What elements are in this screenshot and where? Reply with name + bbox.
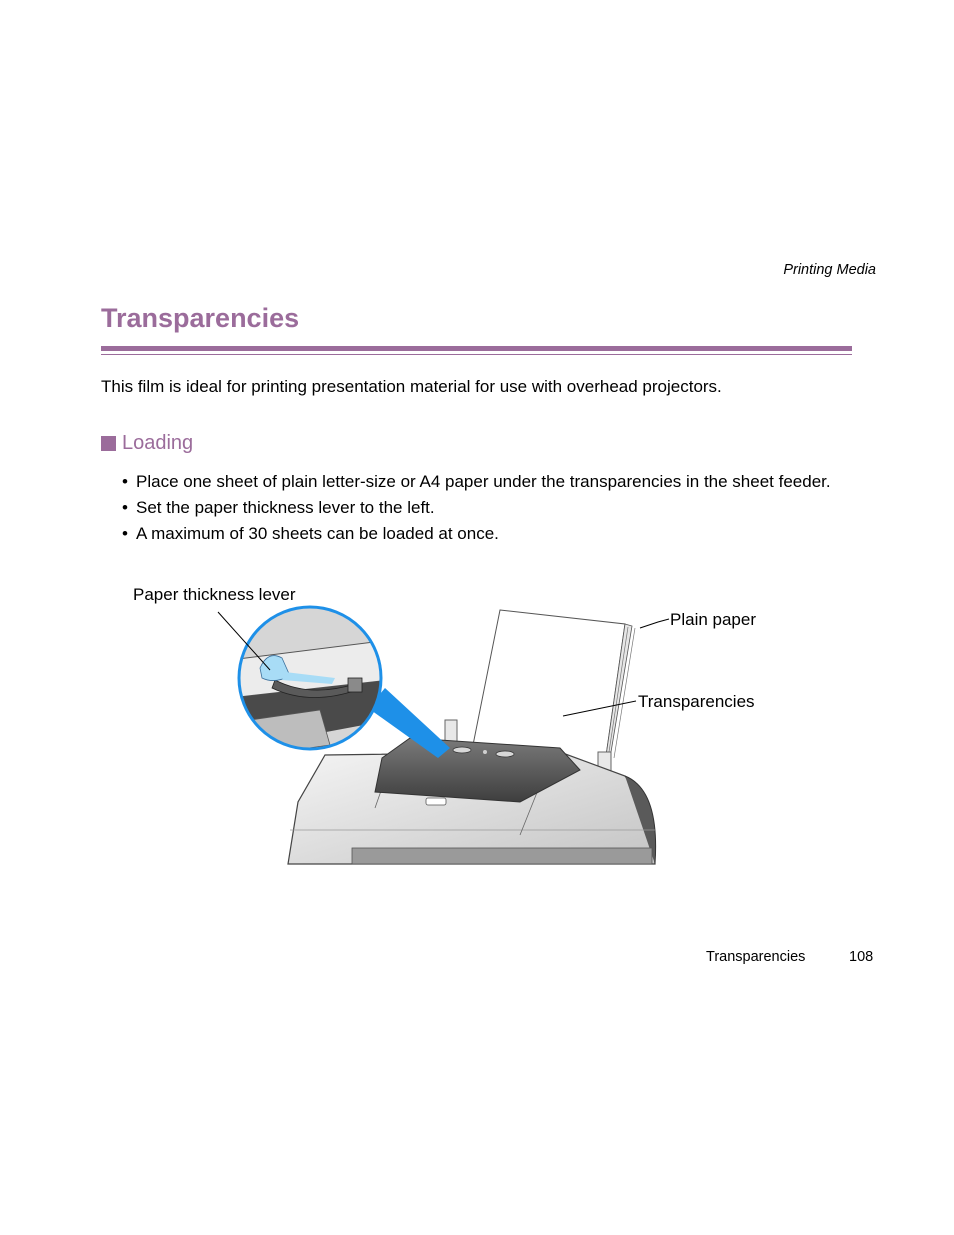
bullet-dot-icon: • bbox=[122, 524, 128, 543]
list-item: • A maximum of 30 sheets can be loaded at once. bbox=[122, 524, 499, 543]
list-item: • Place one sheet of plain letter-size or A4 paper under the transparencies in the sheet feeder. bbox=[122, 472, 831, 491]
intro-paragraph: This film is ideal for printing presentation material for use with overhead projectors. bbox=[101, 377, 722, 396]
bullet-dot-icon: • bbox=[122, 472, 128, 491]
loading-bullet-list bbox=[122, 471, 850, 549]
label-plain-paper: Plain paper bbox=[670, 610, 757, 629]
bullet-dot-icon: • bbox=[122, 498, 128, 517]
footer-section-name: Transparencies bbox=[706, 949, 806, 965]
list-item: • Set the paper thickness lever to the left. bbox=[122, 498, 435, 517]
section-heading bbox=[101, 432, 193, 455]
printer-drawing bbox=[120, 580, 780, 870]
leader-line-plain-paper bbox=[640, 619, 669, 628]
square-bullet-icon bbox=[101, 436, 116, 451]
page-title: Transparencies bbox=[101, 303, 300, 333]
section-heading-text: Loading bbox=[122, 432, 194, 454]
label-transparencies: Transparencies bbox=[638, 692, 755, 711]
zoom-detail-shape bbox=[230, 600, 400, 760]
label-paper-thickness-lever: Paper thickness lever bbox=[133, 585, 296, 604]
footer-page-number: 108 bbox=[849, 949, 874, 965]
title-rule bbox=[101, 346, 852, 351]
printer-illustration bbox=[120, 580, 780, 870]
title-rule-thin bbox=[101, 354, 852, 355]
running-header: Printing Media bbox=[783, 262, 876, 278]
